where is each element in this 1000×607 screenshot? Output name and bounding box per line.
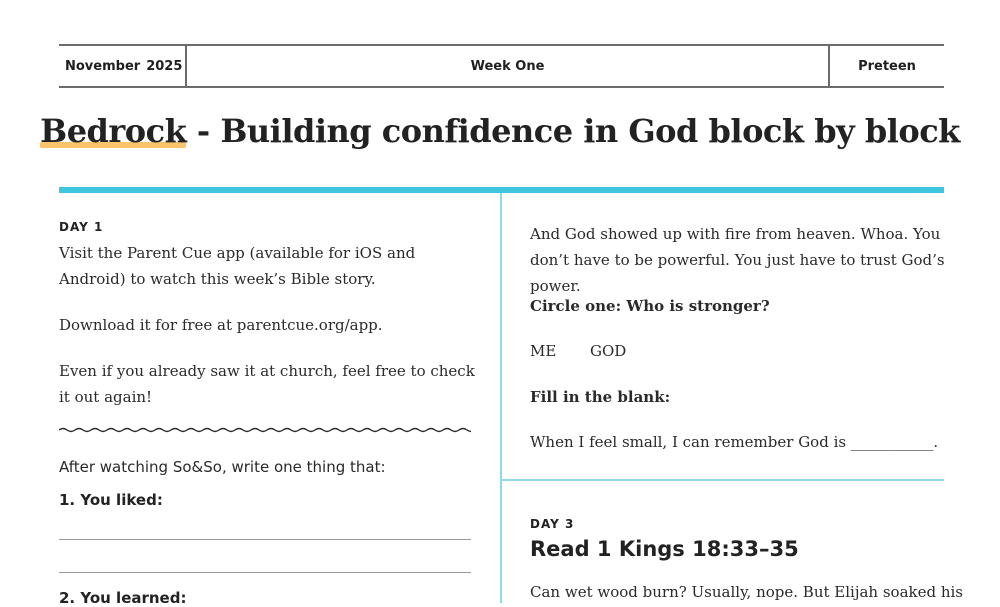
day3-heading: Read 1 Kings 18:33–35: [530, 537, 799, 561]
day1-paragraph-2: Download it for free at parentcue.org/app.: [59, 316, 383, 334]
title-highlight: Bedrock: [40, 112, 187, 150]
day1-paragraph-1: Visit the Parent Cue app (available for iOS and Android) to watch this week’s Bible story.: [59, 244, 416, 288]
wavy-divider: [59, 424, 471, 436]
circle-one-label: Circle one: Who is stronger?: [530, 297, 770, 315]
fill-blank-sentence: When I feel small, I can remember God is ___________.: [530, 433, 939, 451]
question-liked: 1. You liked:: [59, 491, 163, 509]
watch-prompt: After watching So&So, write one thing that:: [59, 458, 386, 476]
day3-label: DAY 3: [530, 517, 575, 531]
option-god[interactable]: GOD: [590, 342, 627, 360]
question-learned: 2. You learned:: [59, 589, 187, 607]
fill-blank-label: Fill in the blank:: [530, 388, 671, 406]
row-divider: [502, 479, 944, 481]
day2-paragraph: And God showed up with fire from heaven. Whoa. You don’t have to be powerful. You just have to trust God’s power.: [530, 225, 945, 295]
day3-paragraph: Can wet wood burn? Usually, nope. But Elijah soaked his: [530, 583, 964, 601]
title-rest: - Building confidence in God block by block: [186, 112, 960, 150]
header-date: [59, 46, 187, 86]
option-me[interactable]: ME: [530, 342, 557, 360]
answer-line-2[interactable]: [59, 572, 471, 573]
column-divider: [500, 193, 502, 603]
header-bar: [59, 44, 944, 88]
day1-label: DAY 1: [59, 220, 104, 234]
header-month: November: [65, 58, 141, 74]
header-week: Week One: [187, 46, 830, 86]
header-year: 2025: [146, 58, 183, 74]
day1-paragraph-3: Even if you already saw it at church, feel free to check it out again!: [59, 362, 475, 406]
answer-line-1[interactable]: [59, 539, 471, 540]
page-title: [0, 112, 1000, 150]
header-audience: Preteen: [858, 58, 916, 74]
